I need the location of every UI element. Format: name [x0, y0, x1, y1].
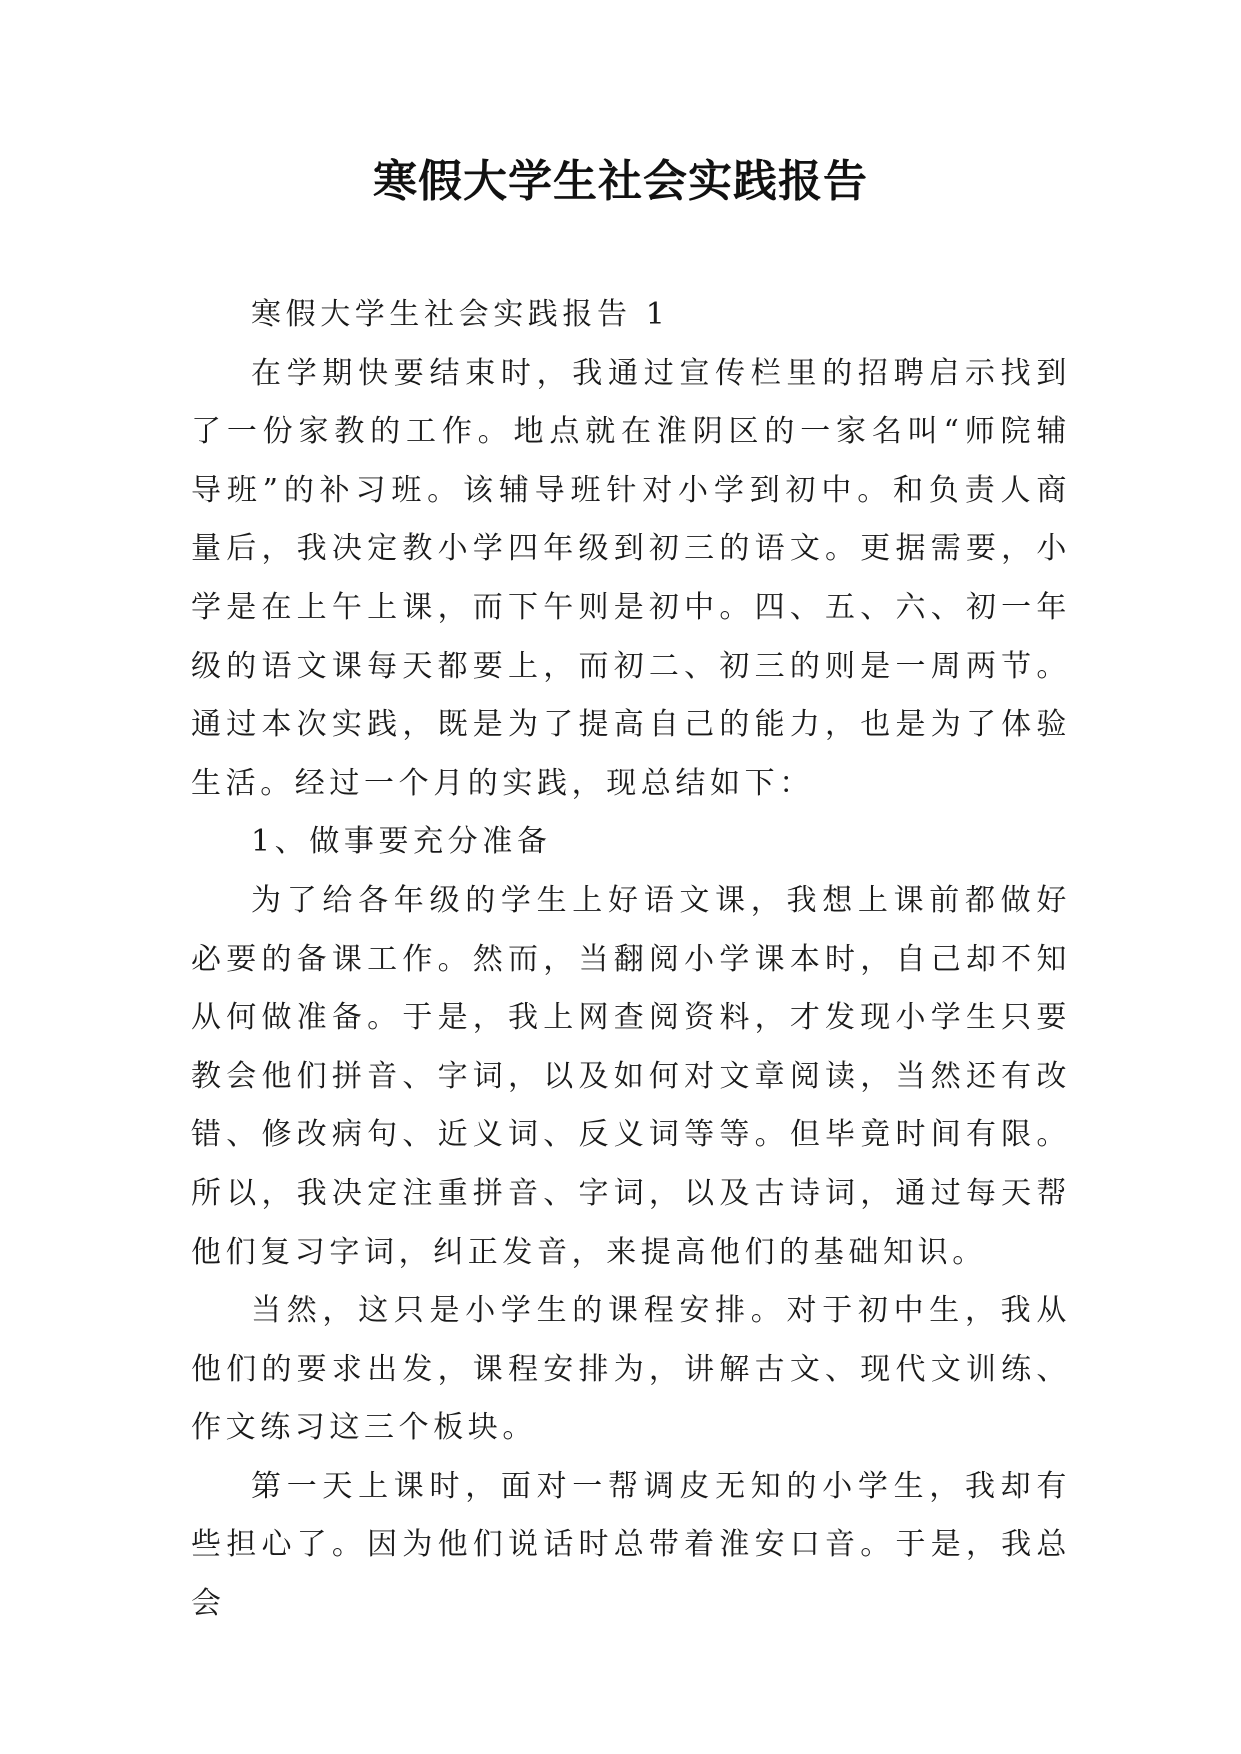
document-body — [191, 286, 1071, 1634]
paragraph: 在学期快要结束时，我通过宣传栏里的招聘启示找到了一份家教的工作。地点就在淮阴区的一家名叫“师院辅导班”的补习班。该辅导班针对小学到初中。和负责人商量后，我决定教小学四年级到初三的语文。更据需要，小学是在上午上课，而下午则是初中。四、五、六、初一年级的语文课每天都要上，而初二、初三的则是一周两节。通过本次实践，既是为了提高自己的能力，也是为了体验生活。经过一个月的实践，现总结如下： — [191, 355, 1071, 801]
document-title: 寒假大学生社会实践报告 — [373, 156, 868, 207]
paragraph-heading: 寒假大学生社会实践报告 1 — [251, 297, 670, 332]
paragraph: 为了给各年级的学生上好语文课，我想上课前都做好必要的备课工作。然而，当翻阅小学课本时，自己却不知从何做准备。于是，我上网查阅资料，才发现小学生只要教会他们拼音、字词，以及如何对文章阅读，当然还有改错、修改病句、近义词、反义词等等。但毕竟时间有限。所以，我决定注重拼音、字词，以及古诗词，通过每天帮他们复习字词，纠正发音，来提高他们的基础知识。 — [191, 882, 1071, 1270]
paragraph: 当然，这只是小学生的课程安排。对于初中生，我从他们的要求出发，课程安排为，讲解古文、现代文训练、作文练习这三个板块。 — [191, 1293, 1071, 1446]
paragraph: 第一天上课时，面对一帮调皮无知的小学生，我却有些担心了。因为他们说话时总带着淮安口音。于是，我总会 — [191, 1468, 1071, 1622]
section-heading: 1、做事要充分准备 — [251, 824, 552, 860]
